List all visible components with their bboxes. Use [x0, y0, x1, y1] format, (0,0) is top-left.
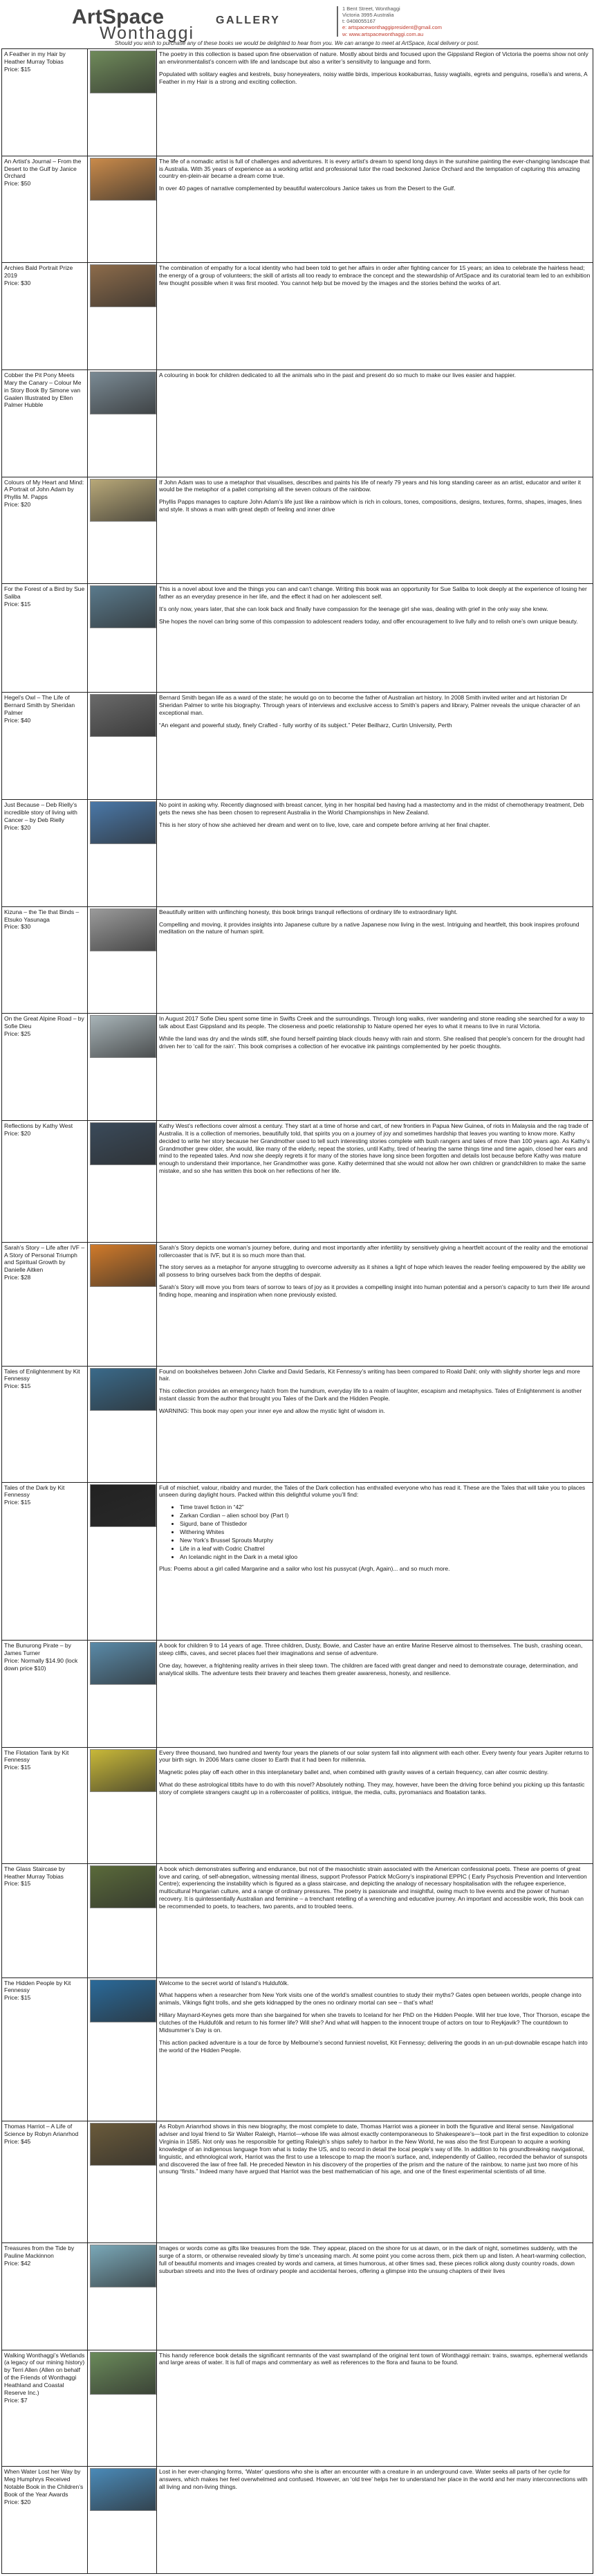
book-title-cell — [2, 263, 88, 370]
book-cover-cell — [88, 2467, 157, 2574]
book-title-cell — [2, 156, 88, 263]
book-price: Price: $20 — [4, 823, 31, 831]
book-cover-cell — [88, 1014, 157, 1121]
book-cover-image — [90, 2468, 156, 2511]
description-paragraph: The story serves as a metaphor for anyone struggling to overcome adversity as it shines a light of hope which leaves the reader feeling empowered by the ability we all possess to bring ourselves back from the depths of despair. — [159, 1263, 586, 1279]
book-price: Price: $20 — [4, 2498, 31, 2505]
book-title: Treasures from the Tide by Pauline Mackinnon — [4, 2244, 75, 2259]
book-description-cell — [157, 799, 593, 906]
book-title-cell — [2, 2121, 88, 2243]
book-title: Tales of the Dark by Kit Fennessy — [4, 1483, 65, 1499]
book-cover-image — [90, 2245, 156, 2287]
description-paragraph: If John Adam was to use a metaphor that visualises, describes and paints his life of nearly 79 years and his long standing career as an artist, educator and writer it would be the metaphor of a pallet comprising all the seven colours of the rainbow. — [159, 478, 581, 493]
book-title-cell — [2, 477, 88, 584]
book-title: Archies Bald Portrait Prize 2019 — [4, 264, 73, 280]
book-price: Price: $15 — [4, 1764, 31, 1771]
contact-block — [342, 6, 442, 37]
book-title-cell — [2, 1120, 88, 1242]
book-price: Price: $25 — [4, 1030, 31, 1038]
description-paragraph: While the land was dry and the winds stiff, she found herself painting black clouds heavy with rain and storm. She realised that people’s concern for the drought had driven her to ‘call for the rain’. This book comprises a collection of her evocative ink paintings complemented by her poetic thoughts. — [159, 1035, 585, 1050]
intro-text: Should you wish to purchase any of these books we would be delighted to hear from you. We can arrange to meet at ArtSpace, local delivery or post. — [115, 40, 479, 46]
header-divider — [337, 6, 338, 37]
book-description-cell — [157, 2121, 593, 2243]
book-description-cell — [157, 477, 593, 584]
book-title-cell — [2, 906, 88, 1014]
book-price: Price: $15 — [4, 1382, 31, 1390]
book-cover-image — [90, 908, 156, 951]
contents-list-item: • Sigurd, bane of Thistledor — [180, 1520, 591, 1528]
book-cover-image — [90, 1865, 156, 1908]
description-paragraph: Images or words come as gifts like treasures from the tide. They appear, placed on the shore for us at dawn, or in the dark of night, sometimes suddenly, with the surge of a storm, or otherwise revealed slowly by time’s unceasing march. At some point you come across them, pick them up and listen. A heart-warming collection, full of beautiful moments and images created by words and camera, at times humorous, at other times sad, these pieces rollick along dusty country roads, down suburban streets and into the lives of ordinary people and accidental heroes, offering a glimpse into the unsung chapters of their lives — [159, 2244, 586, 2274]
book-row — [2, 2350, 593, 2467]
contact-street: 1 Bent Street, Wonthaggi — [342, 6, 400, 12]
description-paragraph: Sarah’s Story depicts one woman’s journey before, during and most importantly after infertility by sensitively giving a heartfelt account of the reality and the emotional rollercoaster that is IVF, but it is so much more than that. — [159, 1243, 588, 1259]
book-cover-image — [90, 2352, 156, 2395]
book-price: Price: Normally $14.90 (lock down price $10) — [4, 1656, 78, 1672]
description-paragraph: “An elegant and powerful study, finely Crafted - fully worthy of its subject.” Peter Beilharz, Curtin University, Perth — [159, 721, 452, 729]
book-title-cell — [2, 1482, 88, 1640]
book-title-cell — [2, 2467, 88, 2574]
book-cover-cell — [88, 1863, 157, 1977]
book-title: On the Great Alpine Road – by Sofie Dieu — [4, 1015, 84, 1030]
book-cover-cell — [88, 2121, 157, 2243]
book-cover-image — [90, 479, 156, 522]
book-title-cell — [2, 49, 88, 156]
contents-list-item: • Zarkan Cordian – alien school boy (Part I) — [180, 1512, 591, 1519]
book-title-cell — [2, 1366, 88, 1482]
book-title-cell — [2, 2350, 88, 2467]
book-title-cell — [2, 2242, 88, 2350]
contact-email[interactable]: e: artspacewonthaggipresident@gmail.com — [342, 24, 442, 31]
book-row — [2, 1366, 593, 1482]
book-row — [2, 1640, 593, 1747]
contents-list-item: • Time travel fiction in “42” — [180, 1504, 591, 1511]
book-cover-cell — [88, 584, 157, 693]
book-cover-image — [90, 158, 156, 201]
book-price: Price: $15 — [4, 1499, 31, 1506]
description-paragraph: WARNING: This book may open your inner eye and allow the mystic light of wisdom in. — [159, 1407, 385, 1415]
book-title: The Bunurong Pirate – by James Turner — [4, 1641, 71, 1656]
book-description-cell — [157, 1977, 593, 2121]
book-cover-image — [90, 1749, 156, 1792]
book-row — [2, 1242, 593, 1366]
book-description-cell — [157, 584, 593, 693]
book-title: Colours of My Heart and Mind: A Portrait of John Adam by Phyllis M. Papps — [4, 478, 84, 501]
book-row — [2, 1120, 593, 1242]
book-price: Price: $7 — [4, 2396, 28, 2404]
book-row — [2, 49, 593, 156]
description-paragraph: One day, however, a frightening reality arrives in their sleep town. The children are faced with great danger and need to demonstrate courage, determination, and analytical skills. The adventure tests their bravery and teaches them greater awareness, honesty, and resilience. — [159, 1661, 578, 1677]
book-cover-image — [90, 801, 156, 844]
book-cover-cell — [88, 477, 157, 584]
book-cover-cell — [88, 1120, 157, 1242]
book-description-cell — [157, 49, 593, 156]
description-paragraph: Welcome to the secret world of Island’s Huldufólk. — [159, 1979, 289, 1986]
book-cover-cell — [88, 2350, 157, 2467]
book-description-cell — [157, 1747, 593, 1863]
book-title: Just Because – Deb Rielly’s incredible story of living with Cancer – by Deb Rielly — [4, 801, 77, 823]
description-paragraph: No point in asking why. Recently diagnosed with breast cancer, lying in her hospital bed having had a mastectomy and in the midst of chemotherapy treatment, Deb gets the news she has been chosen to represent Australia in the World Championships in New Zealand. — [159, 801, 584, 816]
description-paragraph: It’s only now, years later, that she can look back and finally have compassion for the teenage girl she was, dealing with grief in the only way she knew. — [159, 605, 548, 612]
description-paragraph: Kathy West’s reflections cover almost a century. They start at a time of horse and cart, of new frontiers in Papua New Guinea, of riots in Malaysia and the rag trade of Australia. It is a collection of memories, beautifully told, that spirits you on a journey of joy and sometimes hardship that leaves you wanting to know more. Kathy decided to write her story because her Grandmother used to tell such interesting stories complete with bush rangers and tales of more than 100 years ago. As Kathy’s Grandmother grew older, she would, like many of the elderly, repeat the stories, until Kathy, tired of hearing the same things time and time again, closed her ears and mind to the repeated tales. And now she deeply regrets it for many of the stories have long since been forgotten and details lost because before Kathy was mature enough to understand their importance, her Grandmother was gone. Kathy determined that she would not allow her own children or grandchildren to make the same mistake, and so she has written this book on her reflections of her life. — [159, 1122, 591, 1175]
description-paragraph: Populated with solitary eagles and kestrels, busy honeyeaters, noisy wattle birds, imperious kookaburras, fussy wagtails, egrets and penguins, rosella’s and wrens, A Feather in my Hair is a strong and exciting collection. — [159, 70, 588, 85]
book-cover-cell — [88, 1366, 157, 1482]
book-cover-cell — [88, 906, 157, 1014]
book-row — [2, 2121, 593, 2243]
description-paragraph: Magnetic poles play off each other in this interplanetary ballet and, when combined with gravity waves of a certain frequency, can alter cosmic destiny. — [159, 1769, 549, 1776]
description-paragraph: She hopes the novel can bring some of this compassion to adolescent readers today, and offer encouragement to live fully and to relish one’s own unique beauty. — [159, 617, 578, 625]
book-cover-cell — [88, 1242, 157, 1366]
book-cover-image — [90, 1244, 156, 1287]
description-paragraph: A book which demonstrates suffering and endurance, but not of the masochistic strain associated with the American confessional poets. These are poems of great love and caring, of self-abnegation, witnessing mental illness, support Professor Patrick McGorry’s inspirational EPPIC ( Early Psychosis Prevention and Intervention Centre); experiencing the instability which is figured as a glass staircase, and depicting the analogy of necessary hospitalisation with the refugee experience, multicultural Hungarian culture, and a range of ordinary pressures. The poetry is passionate and insightful, owing much to live events and the power of human recovery. It is quintessentially Australian and feminine – a trenchant retelling of a wrenching and educative journey. An important and accessible work, this book can be recommended to poets, to teachers, two parents, and to troubled teens. — [159, 1865, 587, 1910]
book-row — [2, 1014, 593, 1121]
book-row — [2, 584, 593, 693]
book-title: Reflections by Kathy West — [4, 1122, 73, 1129]
book-cover-cell — [88, 799, 157, 906]
book-cover-image — [90, 372, 156, 414]
contact-city: Victoria 3995 Australia — [342, 12, 394, 19]
contents-list-item: • An Icelandic night in the Dark in a metal igloo — [180, 1553, 591, 1561]
book-title-cell — [2, 799, 88, 906]
description-paragraph: In over 40 pages of narrative complemented by beautiful watercolours Janice takes us from the Desert to the Gulf. — [159, 185, 456, 192]
description-paragraph: The poetry in this collection is based upon fine observation of nature. Mostly about birds and focused upon the Gippsland Region of Victoria the poems show not only an environmentalist’s concern with life and landscape but also a writer’s sensitivity to language and form. — [159, 51, 588, 65]
book-description-cell — [157, 1640, 593, 1747]
description-paragraph: The combination of empathy for a local identity who had been told to get her affairs in order after fighting cancer for 15 years; an idea to celebrate the hairless head; the energy of a group of volunteers; the skill of artists all too ready to embrace the concept and the stewardship of ArtSpace and its curatorial team led to an exhibition few thought possible when it was first mooted. You cannot help but be moved by the images and the stories behind the works of art. — [159, 264, 591, 287]
book-cover-image — [90, 1642, 156, 1685]
description-paragraph: Bernard Smith began life as a ward of the state; he would go on to become the father of Australian art history. In 2008 Smith invited writer and art historian Dr Sheridan Palmer to write his biography. Through years of interviews and exclusive access to Smith’s papers and library, Palmer reveals the unique character of an exceptional man. — [159, 694, 580, 717]
logo-gallery: GALLERY — [216, 15, 281, 26]
book-row — [2, 799, 593, 906]
book-price: Price: $20 — [4, 501, 31, 509]
book-title-cell — [2, 1863, 88, 1977]
book-description-cell — [157, 2242, 593, 2350]
book-row — [2, 1977, 593, 2121]
contact-phone: t: 0408055167 — [342, 18, 375, 25]
logo-town: Wonthaggi — [100, 24, 195, 43]
book-title: For the Forest of a Bird by Sue Saliba — [4, 585, 85, 601]
book-title-cell — [2, 693, 88, 800]
book-price: Price: $42 — [4, 2259, 31, 2267]
book-cover-image — [90, 2123, 156, 2166]
book-cover-cell — [88, 263, 157, 370]
book-description-cell — [157, 906, 593, 1014]
book-description-cell — [157, 1014, 593, 1121]
book-row — [2, 156, 593, 263]
book-cover-cell — [88, 49, 157, 156]
book-price: Price: $50 — [4, 180, 31, 188]
book-row — [2, 906, 593, 1014]
contents-list-item: • New York’s Brussel Sprouts Murphy — [180, 1537, 591, 1544]
description-paragraph: Full of mischief, valour, ribaldry and murder, the Tales of the Dark collection has enthralled everyone who has read it. These are the Tales that will take you to places unseen during daylight hours. Packed within this delightful volume you’ll find: — [159, 1483, 586, 1499]
description-paragraph: The life of a nomadic artist is full of challenges and adventures. It is every artist’s dream to spend long days in the sunshine painting the ever-changing landscape that is Australia. With 35 years of experience as a working artist and professional tutor the road beckoned Janice Orchard and the temptation of capturing this amazing country en-plein-air became a dream come true. — [159, 157, 590, 180]
book-description-cell — [157, 1242, 593, 1366]
book-description-cell — [157, 2467, 593, 2574]
book-cover-cell — [88, 369, 157, 477]
book-cover-image — [90, 1015, 156, 1058]
contact-website[interactable]: w: www.artspacewonthaggi.com.au — [342, 30, 424, 37]
description-paragraph: Beautifully written with unflinching honesty, this book brings tranquil reflections of ordinary life to extraordinary light. — [159, 908, 458, 915]
book-title: Tales of Enlightenment by Kit Fennessy — [4, 1367, 80, 1382]
description-paragraph: Compelling and moving, it provides insights into Japanese culture by a native Japanese now living in the west. Intriguing and heartfelt, this book inspires profound meditation on the nature of human spirit. — [159, 920, 579, 935]
description-paragraph: Sarah’s Story will move you from tears of sorrow to tears of joy as it provides a compelling insight into human potential and a person’s capacity to turn their life around finding hope, meaning and inspiration when none previously existed. — [159, 1284, 590, 1299]
book-price: Price: $30 — [4, 923, 31, 931]
book-price: Price: $15 — [4, 65, 31, 73]
description-paragraph: This action packed adventure is a tour de force by Melbourne’s second funniest novelist, Kit Fennessy; delivering the goods in an un-put-downable escape hatch into the world of the Hidden People. — [159, 2038, 588, 2054]
book-cover-image — [90, 51, 156, 93]
description-paragraph: Found on bookshelves between John Clarke and David Sedaris, Kit Fennessy’s writing has been compared to Roald Dahl; only with slightly shorter legs and more hair. — [159, 1367, 580, 1382]
book-title: When Water Lost her Way by Meg Humphrys Received Notable Book in the Children’s Book of the Year Awards — [4, 2468, 84, 2498]
book-row — [2, 2242, 593, 2350]
book-title-cell — [2, 369, 88, 477]
description-paragraph: Phyllis Papps manages to capture John Adam’s life just like a rainbow which is rich in colours, tones, compositions, designs, textures, forms, shapes, images, lines and style. It shows a man with great depth of feeling and inner drive — [159, 498, 582, 513]
book-cover-cell — [88, 1747, 157, 1863]
book-price: Price: $15 — [4, 1880, 31, 1888]
book-row — [2, 693, 593, 800]
description-paragraph: In August 2017 Sofie Dieu spent some time in Swifts Creek and the surroundings. Through long walks, river wandering and stone reading she searched for a way to talk about East Gippsland and its people. The closeness and poetic relationship to Nature opened her eyes to what it means to live in rural Victoria. — [159, 1015, 585, 1030]
description-paragraph: This is her story of how she achieved her dream and went on to live, love, care and compete before arriving at her final chapter. — [159, 821, 490, 828]
book-title: The Flotation Tank by Kit Fennessy — [4, 1748, 69, 1764]
book-title: Walking Wonthaggi’s Wetlands (a legacy of our mining history) by Terri Allen (Allen on behalf of the Friends of Wonthaggi Heathland and Coastal Reserve Inc.) — [4, 2351, 85, 2396]
description-paragraph: Lost in her ever-changing forms, ‘Water’ questions who she is after an encounter with a creature in an underground cave. Water seeks all parts of her cycle for answers, which makes her feel overwhelmed and confused. However, an ‘old tree’ helps her to understand her place in the world and her many interconnections with all living and non-living things. — [159, 2468, 588, 2491]
book-cover-cell — [88, 693, 157, 800]
books-table — [1, 48, 593, 2574]
book-row — [2, 1863, 593, 1977]
description-paragraph: This collection provides an emergency hatch from the humdrum, everyday life to a realm of laughter, escapism and metaphysics. Tales of Enlightenment is another instant classic from the author that brought you Tales of the Dark and the Hidden People. — [159, 1387, 582, 1403]
description-paragraph: This is a novel about love and the things you can and can’t change. Writing this book was an opportunity for Sue Saliba to look deeply at the experience of losing her father as an everyday presence in her life, and the effect it had on her adolescent self. — [159, 585, 587, 601]
book-description-cell — [157, 2350, 593, 2467]
book-description-cell — [157, 369, 593, 477]
book-row — [2, 477, 593, 584]
description-paragraph: A book for children 9 to 14 years of age. Three children, Dusty, Bowie, and Caster have an entire Marine Reserve almost to themselves. The bush, crashing ocean, steep cliffs, caves, and secret places fuel their imaginations and sense of adventure. — [159, 1641, 583, 1656]
description-paragraph: As Robyn Arianrhod shows in this new biography, the most complete to date, Thomas Harriot was a pioneer in both the figurative and literal sense. Navigational adviser and loyal friend to Sir Walter Raleigh, Harriot—whose life was almost exactly contemporaneous to Shakespeare’s—took part in the first expedition to colonize Virginia in 1585. Not only was he responsible for getting Raleigh’s ships safely to harbor in the New World, he was also the first European to acquire a working knowledge of an indigenous language from what is today the US, and to record in detail the local people’s way of life. In addition to his groundbreaking navigational, linguistic, and ethnological work, Harriot was the first to use a telescope to map the moon’s surface, and, independently of Galileo, recorded the behavior of sunspots and discovered the law of free fall. He preceded Newton in his discovery of the properties of the prism and the nature of the rainbow, to name just two more of his unsung “firsts.” Indeed many have argued that Harriot was the best mathematician of his age, and one of the finest experimental scientists of all time. — [159, 2123, 588, 2175]
contents-list-item: • Life in a leaf with Codric Chattrel — [180, 1545, 591, 1553]
book-price: Price: $15 — [4, 1994, 31, 2002]
book-title-cell — [2, 1014, 88, 1121]
book-description-cell — [157, 1863, 593, 1977]
book-description-cell — [157, 693, 593, 800]
description-paragraph: What do these astrological titbits have to do with this novel? Absolutely nothing. They may, however, have been the driving force behind you picking up this fantastic story of complete strangers caught up in a rollercoaster of politics, intrigue, the media, cults, pyromaniacs and floatation tanks. — [159, 1781, 585, 1796]
description-paragraph: Every three thousand, two hundred and twenty four years the planets of our solar system fall into alignment with each other. Every twenty four years Jupiter returns to your birth sign. In 2006 Mars came closer to Earth that it had been for millennia. — [159, 1748, 589, 1764]
book-cover-cell — [88, 1640, 157, 1747]
book-cover-image — [90, 1368, 156, 1411]
book-cover-cell — [88, 1482, 157, 1640]
description-paragraph: What happens when a researcher from New York visits one of the world’s smallest countries to study their myths? Gates open between worlds, people change into animals, Vikings fight trolls, and she gets kidnapped by the ones no ordinary mortal can see – that’s what! — [159, 1991, 582, 2007]
logo-artspace: ArtSpace — [72, 6, 165, 28]
book-title: Thomas Harriot – A Life of Science by Robyn Arianrhod — [4, 2123, 79, 2138]
book-cover-image — [90, 1980, 156, 2022]
book-cover-cell — [88, 1977, 157, 2121]
book-cover-image — [90, 585, 156, 628]
book-title: Hegel’s Owl – The Life of Bernard Smith by Sheridan Palmer — [4, 694, 75, 717]
book-price: Price: $40 — [4, 716, 31, 724]
book-description-cell — [157, 1366, 593, 1482]
book-title: A Feather in my Hair by Heather Murray Tobias — [4, 51, 66, 65]
contents-list — [180, 1504, 591, 1560]
book-row — [2, 369, 593, 477]
book-description-cell — [157, 156, 593, 263]
book-title: The Hidden People by Kit Fennessy — [4, 1979, 71, 1994]
book-rows — [2, 49, 593, 2574]
book-row — [2, 1747, 593, 1863]
book-title-cell — [2, 1242, 88, 1366]
book-cover-cell — [88, 156, 157, 263]
book-title: The Glass Staircase by Heather Murray Tobias — [4, 1865, 65, 1880]
contents-list-item: • Withering Whites — [180, 1528, 591, 1536]
description-paragraph: Hillary Maynard-Keynes gets more than she bargained for when she travels to Iceland for her PhD on the Hidden People. Will her true love, Thor Thorson, escape the clutches of the Huldufólk and return to his former life? Will she? And what will happen to the innocent troupe of actors on tour to Reykjavik? The countdown to Midsummer’s Day is on. — [159, 2011, 590, 2034]
book-price: Price: $30 — [4, 280, 31, 287]
book-title-cell — [2, 1747, 88, 1863]
description-paragraph: A colouring in book for children dedicated to all the animals who in the past and present do so much to make our lives easier and happier. — [159, 371, 516, 378]
book-price: Price: $20 — [4, 1129, 31, 1137]
book-description-cell — [157, 1482, 593, 1640]
book-description-cell — [157, 263, 593, 370]
book-title: An Artist’s Journal – From the Desert to the Gulf by Janice Orchard — [4, 157, 82, 180]
book-cover-image — [90, 264, 156, 307]
book-price: Price: $28 — [4, 1274, 31, 1281]
book-row — [2, 1482, 593, 1640]
book-description-cell — [157, 1120, 593, 1242]
book-title: Cobber the Pit Pony Meets Mary the Canary – Colour Me in Story Book By Simone van Gaalen Illustrated by Ellen Palmer Hubble — [4, 371, 82, 409]
book-title: Kizuna – the Tie that Binds – Etsuko Yasunaga — [4, 908, 80, 923]
book-cover-image — [90, 1122, 156, 1165]
book-price: Price: $15 — [4, 600, 31, 608]
book-title-cell — [2, 1640, 88, 1747]
book-cover-image — [90, 1484, 156, 1527]
book-title-cell — [2, 584, 88, 693]
book-row — [2, 263, 593, 370]
description-paragraph: This handy reference book details the significant remnants of the vast swampland of the original tent town of Wonthaggi remain: trains, swamps, ephemeral wetlands and large areas of water. It is full of maps and commentary as well as references to the flora and fauna to be found. — [159, 2351, 588, 2366]
book-cover-image — [90, 694, 156, 737]
book-title-cell — [2, 1977, 88, 2121]
book-title: Sarah’s Story – Life after IVF – A Story of Personal Triumph and Spiritual Growth by Danielle Aitken — [4, 1243, 85, 1274]
book-price: Price: $45 — [4, 2137, 31, 2145]
description-paragraph: Plus: Poems about a girl called Margarine and a sailor who lost his pussycat (Argh, Again)... and so much more. — [159, 1565, 450, 1573]
book-cover-cell — [88, 2242, 157, 2350]
book-row — [2, 2467, 593, 2574]
